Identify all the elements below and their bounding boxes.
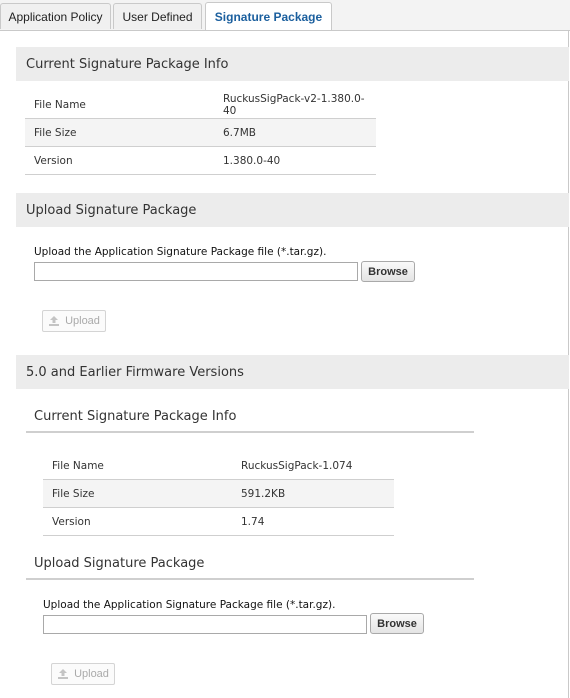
legacy-title: 5.0 and Earlier Firmware Versions xyxy=(26,364,244,380)
upload-label: Upload xyxy=(65,315,100,327)
current-info-header xyxy=(16,47,569,81)
upload-button[interactable] xyxy=(42,310,106,332)
tab-user-defined[interactable]: User Defined xyxy=(113,3,202,29)
legacy-upload-label: Upload xyxy=(74,668,109,680)
upload-hint: Upload the Application Signature Package file (*.tar.gz). xyxy=(34,246,327,258)
row-value-version: 1.74 xyxy=(232,508,394,536)
row-value-file-size: 591.2KB xyxy=(232,480,394,508)
row-value-file-name: RuckusSigPack-1.074 xyxy=(232,452,394,480)
table-row xyxy=(43,480,394,508)
file-path-input[interactable] xyxy=(34,262,358,281)
tab-application-policy[interactable]: Application Policy xyxy=(0,3,111,29)
row-value-file-name: RuckusSigPack-v2-1.380.0-40 xyxy=(214,91,376,119)
table-row xyxy=(43,452,394,480)
upload-icon xyxy=(57,668,69,680)
table-row xyxy=(43,508,394,536)
row-label-file-name: File Name xyxy=(43,452,232,480)
table-row xyxy=(25,119,376,147)
legacy-upload-title: Upload Signature Package xyxy=(34,555,205,571)
legacy-file-path-input[interactable] xyxy=(43,615,367,634)
legacy-upload-hint: Upload the Application Signature Package file (*.tar.gz). xyxy=(43,599,336,611)
table-row xyxy=(25,147,376,175)
table-row xyxy=(25,91,376,119)
tab-bar xyxy=(0,0,570,31)
upload-icon xyxy=(48,315,60,327)
row-label-file-size: File Size xyxy=(43,480,232,508)
row-label-file-size: File Size xyxy=(25,119,214,147)
legacy-header xyxy=(16,355,569,389)
current-info-title: Current Signature Package Info xyxy=(26,56,229,72)
row-value-file-size: 6.7MB xyxy=(214,119,376,147)
row-label-version: Version xyxy=(25,147,214,175)
upload-title: Upload Signature Package xyxy=(26,202,197,218)
row-label-file-name: File Name xyxy=(25,91,214,119)
legacy-upload-button[interactable] xyxy=(51,663,115,685)
legacy-current-info-header xyxy=(26,401,474,433)
legacy-current-info-title: Current Signature Package Info xyxy=(34,408,237,424)
tab-signature-package[interactable]: Signature Package xyxy=(205,2,332,30)
legacy-info-table xyxy=(43,452,394,536)
legacy-browse-button[interactable]: Browse xyxy=(370,613,424,634)
row-value-version: 1.380.0-40 xyxy=(214,147,376,175)
upload-header xyxy=(16,193,569,227)
browse-button[interactable]: Browse xyxy=(361,261,415,282)
legacy-upload-header xyxy=(26,548,474,580)
row-label-version: Version xyxy=(43,508,232,536)
current-info-table xyxy=(25,91,376,175)
